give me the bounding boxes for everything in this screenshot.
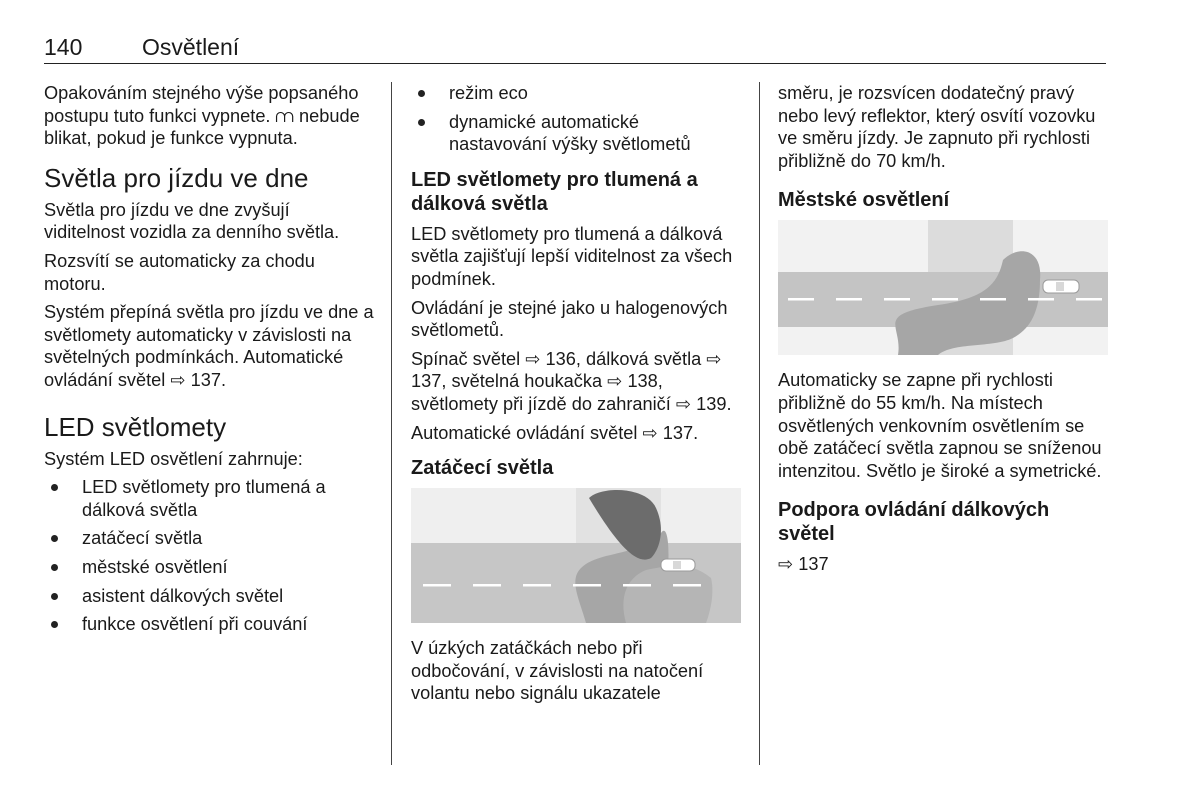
town-lighting-illustration bbox=[778, 220, 1108, 355]
page-number: 140 bbox=[44, 34, 83, 60]
page-header bbox=[44, 30, 1106, 64]
column-divider bbox=[391, 82, 392, 765]
column-right bbox=[778, 82, 1108, 582]
cross-reference: ⇨ 137 bbox=[778, 554, 829, 575]
paragraph: Automaticky se zapne při rychlosti přibližně do 55 km/h. Na místech osvětlených venkovním osvětlením se obě zatáčecí světla zapnou se sníženou intenzitou. Světlo je široké a symetrické. bbox=[778, 370, 1102, 481]
paragraph: Spínač světel ⇨ 136, dálková světla ⇨ 137, světelná houkačka ⇨ 138, světlomety při jízdě do zahraničí ⇨ 139. bbox=[411, 348, 732, 414]
led-features-list bbox=[44, 476, 374, 636]
list-item: dynamické automatické nastavování výšky světlometů bbox=[411, 111, 741, 156]
column-left bbox=[44, 82, 374, 642]
subheading-cornering-lights: Zatáčecí světla bbox=[411, 457, 554, 480]
paragraph: Ovládání je stejné jako u halogenových světlometů. bbox=[411, 297, 728, 341]
subheading-led-low-high: LED světlomety pro tlumená a dálková světla bbox=[411, 168, 698, 215]
intro-paragraph: Opakováním stejného výše popsaného postupu tuto funkci vypnete. ⩋ nebude blikat, pokud je funkce vypnuta. bbox=[44, 83, 360, 149]
section-heading-led: LED světlomety bbox=[44, 411, 227, 442]
subheading-high-beam-assist: Podpora ovládání dálkových světel bbox=[778, 499, 1050, 546]
subheading-town-lighting: Městské osvětlení bbox=[778, 189, 950, 212]
list-item: městské osvětlení bbox=[44, 556, 374, 579]
cornering-light-illustration bbox=[411, 488, 741, 623]
paragraph: LED světlomety pro tlumená a dálková světla zajišťují lepší viditelnost za všech podmínek. bbox=[411, 223, 733, 289]
paragraph: Systém přepíná světla pro jízdu ve dne a světlomety automaticky v závislosti na světelných podmínkách. Automatické ovládání světel ⇨ 137. bbox=[44, 302, 374, 390]
list-item: asistent dálkových světel bbox=[44, 585, 374, 608]
column-divider bbox=[759, 82, 760, 765]
chapter-title: Osvětlení bbox=[142, 34, 240, 60]
paragraph: V úzkých zatáčkách nebo při odbočování, v závislosti na natočení volantu nebo signálu ukazatele bbox=[411, 638, 704, 704]
list-item: funkce osvětlení při couvání bbox=[44, 613, 374, 636]
section-heading-daytime-lights: Světla pro jízdu ve dne bbox=[44, 162, 309, 193]
paragraph: Světla pro jízdu ve dne zvyšují viditelnost vozidla za denního světla. bbox=[44, 199, 340, 243]
list-item: LED světlomety pro tlumená a dálková světla bbox=[44, 476, 374, 521]
paragraph: Automatické ovládání světel ⇨ 137. bbox=[411, 422, 699, 443]
paragraph: Systém LED osvětlení zahrnuje: bbox=[44, 448, 303, 469]
paragraph: směru, je rozsvícen dodatečný pravý nebo levý reflektor, který osvítí vozovku ve směru jízdy. Je zapnuto při rychlosti přibližně do 70 km/h. bbox=[778, 83, 1096, 171]
list-item: zatáčecí světla bbox=[44, 527, 374, 550]
column-middle bbox=[411, 82, 741, 711]
list-item: režim eco bbox=[411, 82, 741, 105]
paragraph: Rozsvítí se automaticky za chodu motoru. bbox=[44, 250, 315, 294]
led-features-list-continued bbox=[411, 82, 741, 156]
